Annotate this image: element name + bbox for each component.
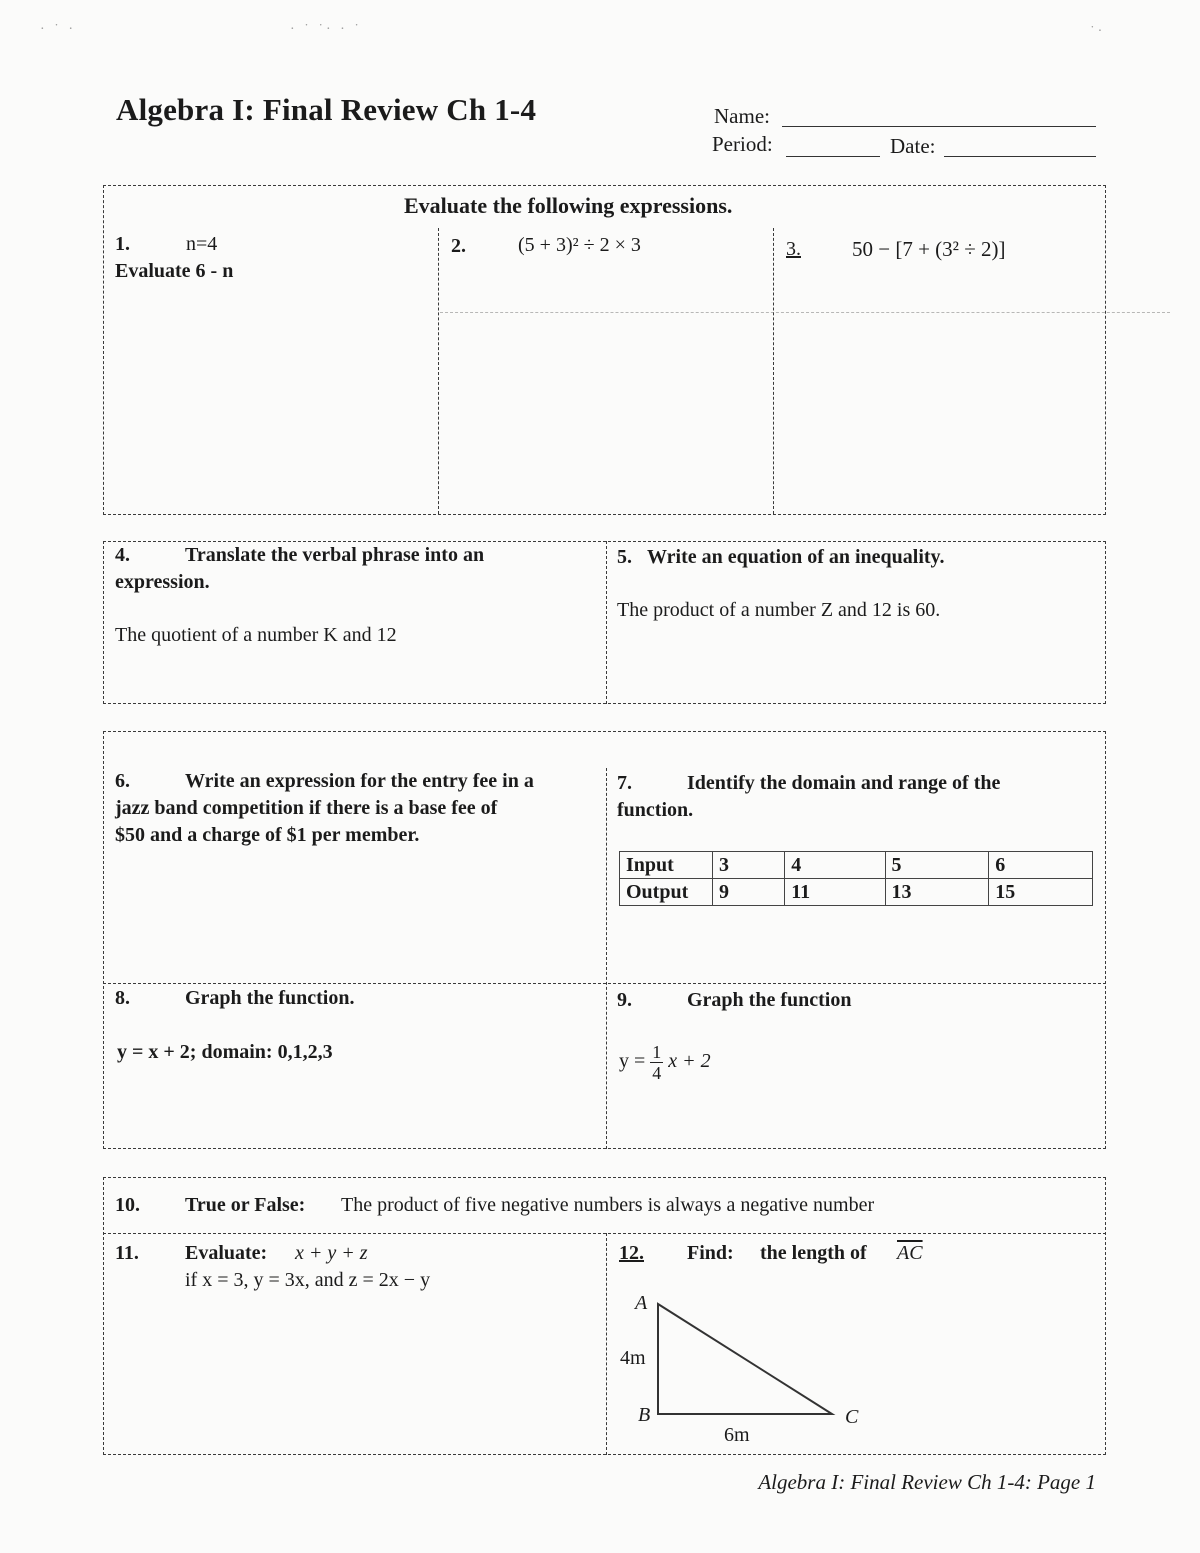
section-heading: Evaluate the following expressions.: [404, 193, 733, 218]
q5-number: 5.: [617, 546, 632, 568]
q1-prompt: Evaluate 6 - n: [115, 260, 234, 282]
period-label: Period:: [712, 132, 773, 156]
q10-body: The product of five negative numbers is always a negative number: [341, 1194, 875, 1216]
q3-expression: 50 − [7 + (3² ÷ 2)]: [852, 237, 1006, 261]
table-cell: 11: [785, 879, 885, 906]
q4-number: 4.: [115, 544, 130, 566]
q6-number: 6.: [115, 770, 130, 792]
q6-line1: Write an expression for the entry fee in a: [185, 770, 534, 792]
table-cell: 3: [713, 852, 785, 879]
table-header-input: Input: [620, 852, 713, 879]
fraction-denominator: 4: [652, 1063, 662, 1083]
row-divider: [103, 983, 1106, 984]
fraction-numerator: 1: [652, 1042, 662, 1062]
q6-line3: $50 and a charge of $1 per member.: [115, 824, 420, 846]
scan-noise: ˙·: [1090, 24, 1106, 39]
column-divider: [606, 541, 607, 704]
q3-number: 3.: [786, 238, 801, 260]
q4-title-cont: expression.: [115, 571, 210, 593]
side-bc-label: 6m: [724, 1424, 750, 1446]
side-ab-label: 4m: [620, 1347, 646, 1369]
q9-number: 9.: [617, 989, 632, 1011]
q9-fraction: [650, 1042, 663, 1083]
q8-body: y = x + 2; domain: 0,1,2,3: [117, 1041, 333, 1063]
scan-artifact-line: [440, 312, 1170, 313]
q8-title: Graph the function.: [185, 987, 355, 1009]
q10-label: True or False:: [185, 1194, 306, 1216]
q12-body: the length of: [760, 1242, 867, 1264]
date-line: [944, 156, 1096, 157]
q2-number: 2.: [451, 235, 466, 257]
table-cell: 5: [885, 852, 989, 879]
q5-body: The product of a number Z and 12 is 60.: [617, 599, 941, 621]
column-divider: [606, 768, 607, 1149]
q1-number: 1.: [115, 233, 130, 255]
table-cell: 4: [785, 852, 885, 879]
q12-number: 12.: [619, 1242, 644, 1264]
table-header-output: Output: [620, 879, 713, 906]
table-cell: 15: [989, 879, 1093, 906]
q11-expression: x + y + z: [295, 1242, 368, 1264]
name-line: [782, 126, 1096, 127]
q6-line2: jazz band competition if there is a base fee of: [115, 797, 498, 819]
column-divider: [606, 1233, 607, 1455]
table-cell: 9: [713, 879, 785, 906]
vertex-a-label: A: [635, 1292, 648, 1314]
scan-noise: · ˙ ˙· · ˙: [290, 22, 362, 37]
q9-equation: [619, 1042, 711, 1083]
vertex-b-label: B: [638, 1404, 651, 1426]
function-table: [619, 851, 1093, 906]
page-title: Algebra I: Final Review Ch 1-4: [116, 92, 537, 127]
q1-given: n=4: [186, 233, 218, 255]
triangle-diagram: [650, 1296, 850, 1422]
vertex-c-label: C: [845, 1406, 859, 1428]
column-divider: [773, 228, 774, 514]
table-cell: 13: [885, 879, 989, 906]
table-row: [620, 852, 1093, 879]
name-label: Name:: [714, 104, 770, 128]
q9-rhs: x + 2: [668, 1050, 711, 1073]
q8-number: 8.: [115, 987, 130, 1009]
q2-expression: (5 + 3)² ÷ 2 × 3: [518, 234, 641, 256]
q7-title: Identify the domain and range of the: [687, 772, 1001, 794]
q4-title: Translate the verbal phrase into an: [185, 544, 485, 566]
q12-label: Find:: [687, 1242, 734, 1264]
date-label: Date:: [890, 134, 936, 158]
column-divider: [438, 228, 439, 514]
q11-number: 11.: [115, 1242, 139, 1264]
q9-lhs: y =: [619, 1050, 646, 1073]
q7-title-cont: function.: [617, 799, 694, 821]
scan-noise: · ˙ ·: [40, 22, 76, 37]
table-cell: 6: [989, 852, 1093, 879]
q11-condition: if x = 3, y = 3x, and z = 2x − y: [185, 1269, 431, 1291]
q5-title: Write an equation of an inequality.: [647, 546, 945, 568]
period-line: [786, 156, 880, 157]
page-footer: Algebra I: Final Review Ch 1-4: Page 1: [758, 1470, 1096, 1494]
q4-body: The quotient of a number K and 12: [115, 624, 397, 646]
q11-label: Evaluate:: [185, 1242, 268, 1264]
table-row: [620, 879, 1093, 906]
q9-title: Graph the function: [687, 989, 852, 1011]
q10-number: 10.: [115, 1194, 140, 1216]
q7-number: 7.: [617, 772, 632, 794]
row-divider: [103, 1233, 1106, 1234]
q12-segment: $\overline{AC}$: [897, 1242, 923, 1264]
